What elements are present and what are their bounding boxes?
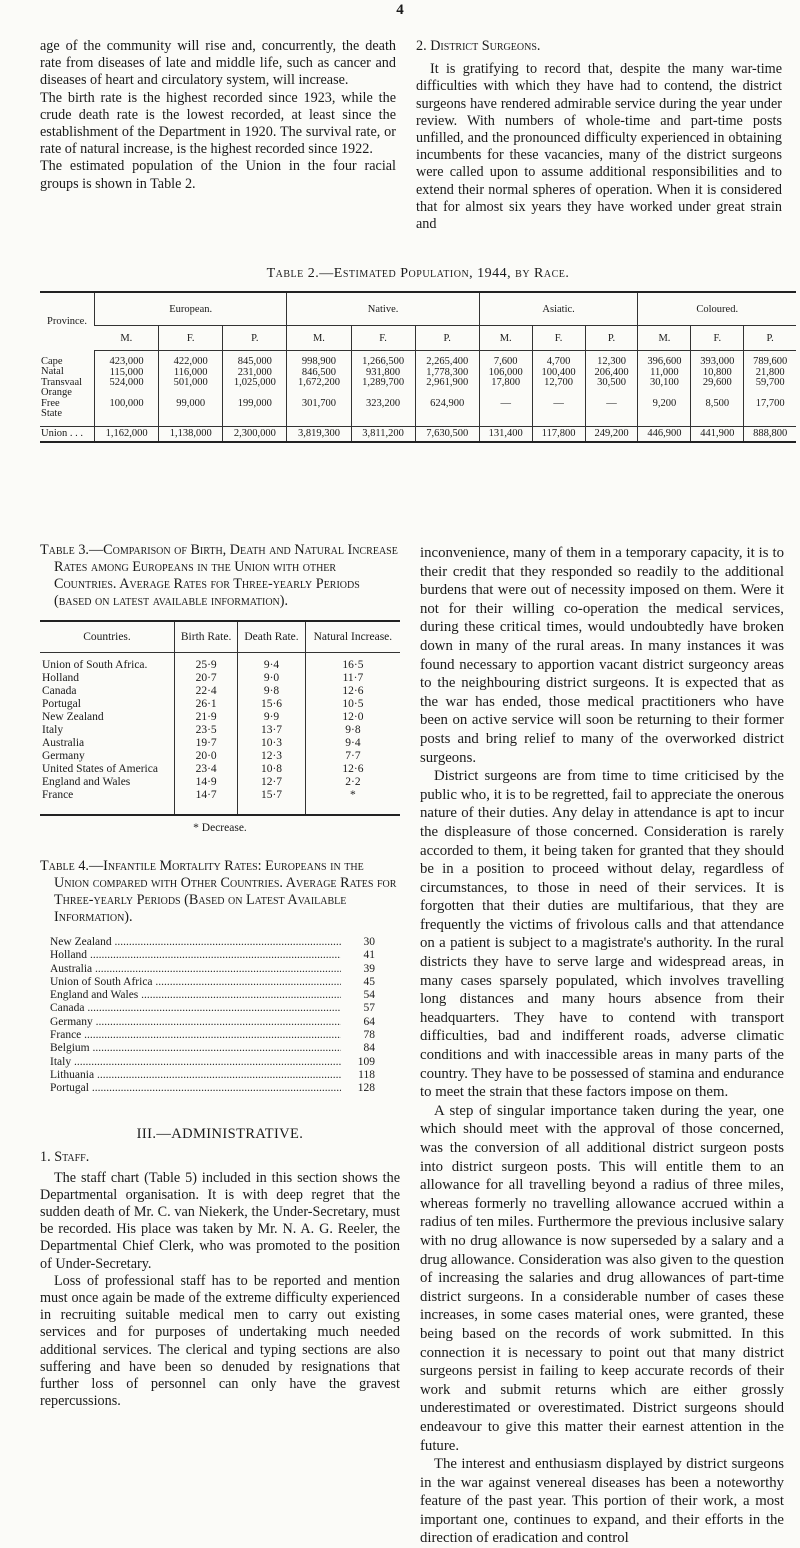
table-row <box>40 763 400 776</box>
table2-value: 4,700 <box>546 356 571 367</box>
table3-value: 12·6 <box>305 685 400 698</box>
intro-paragraph: age of the community will rise and, concurrently, the death rate from diseases of late and middle life, such as cancer and diseases of heart and circulatory system, will increase. <box>40 38 396 89</box>
table3-header: Death Rate. <box>238 621 306 653</box>
table2-province-header: Province. <box>47 316 87 328</box>
table3-value: 14·9 <box>175 776 238 789</box>
left-column-lower <box>40 542 400 1410</box>
table4-country: New Zealand ..... <box>50 936 341 949</box>
table4-rate: 109 <box>341 1056 375 1069</box>
table3-title: Table 3.—Comparison of Birth, Death and Natural Increase Rates among Europeans in the Union with other Countries. Average Rates for Three-yearly Periods (based on latest available information). <box>40 542 398 609</box>
district-surgeons-heading: 2. District Surgeons. <box>416 38 541 54</box>
table3-value: 10·8 <box>238 763 306 776</box>
table4-country: Union of South Africa ..... <box>50 976 341 989</box>
right-paragraph: District surgeons are from time to time criticised by the public who, it is to be regretted, fail to appreciate the onerous nature of their duties. Any delay in attendance is apt to incur the displeasure of those concerned. Consideration is rarely accorded to them, it being taken for granted that they should be in a position to proceed without delay, regardless of circumstances, to those in need of their services. It is forgotten that their duties are multifarious, that they are frequently the victims of frivolous calls and that attendance on a patient is subject to a magistrate's authority. In the rural districts they have to serve large and widespread areas, in many cases sparsely populated, which involves travelling long distances and many hours absence from their headquarters. They have to contend with transport difficulties, bad and indifferent roads, adverse climatic conditions and with inaccessible areas in many parts of the country. They have to be possessed of stamina and endurance to meet the strain that these factors impose on them. <box>420 768 784 1101</box>
table3-country: Portugal <box>42 698 81 710</box>
table2-union-value: 131,400 <box>479 426 532 442</box>
table2-value: 9,200 <box>652 398 677 409</box>
table4-rate: 54 <box>341 989 375 1002</box>
table2-value: — <box>553 398 564 409</box>
table3-value: 21·9 <box>175 711 238 724</box>
table4-country: England and Wales ..... <box>50 989 341 1002</box>
table2-subcol-header: P. <box>415 326 479 351</box>
table2-value: 115,000 <box>109 366 144 378</box>
table3-value: 13·7 <box>238 724 306 737</box>
table2-value: 199,000 <box>237 398 272 409</box>
table2-value: 422,000 <box>173 356 208 367</box>
table4-country: Italy ..... <box>50 1056 341 1069</box>
table2-value: 21,800 <box>755 366 785 378</box>
intro-paragraph: The birth rate is the highest recorded since 1923, while the crude death rate is the lowest recorded, at least since the establishment of the Department in 1920. The survival rate, or rate of natural increase, is the highest recorded since 1922. <box>40 89 396 158</box>
table2-union-value: 3,811,200 <box>351 426 415 442</box>
table2-subcol-header: M. <box>287 326 351 351</box>
table4-country: Portugal ..... <box>50 1082 341 1095</box>
list-item <box>50 963 375 976</box>
table2-value: 845,000 <box>237 356 272 367</box>
table4-rate: 45 <box>341 976 375 989</box>
table2-subcol-header: M. <box>95 326 159 351</box>
table2-union-value: 249,200 <box>585 426 638 442</box>
table2-subcol-header: F. <box>532 326 585 351</box>
table2-value: 100,000 <box>109 398 144 409</box>
table3-country: France <box>42 789 74 801</box>
table3-country: Canada <box>42 685 77 697</box>
table2-province-name: Transvaal <box>41 376 83 388</box>
table2-value: 1,778,300 <box>426 366 469 378</box>
table4-list <box>50 936 375 1096</box>
table2-value: 1,672,200 <box>297 377 340 388</box>
table2-union-value: 888,800 <box>744 426 796 442</box>
table3-value: 15·6 <box>238 698 306 711</box>
list-item <box>50 989 375 1002</box>
table-row <box>40 672 400 685</box>
table2-subcol-header: P. <box>744 326 796 351</box>
table3-value: 20·7 <box>175 672 238 685</box>
table2-value: 301,700 <box>301 398 336 409</box>
intro-paragraph: The estimated population of the Union in the four racial groups is shown in Table 2. <box>40 158 396 192</box>
table2-subcol-header: F. <box>159 326 223 351</box>
table3-value: 20·0 <box>175 750 238 763</box>
table3-value: 10·5 <box>305 698 400 711</box>
staff-subheading: 1. Staff. <box>40 1148 90 1165</box>
table-row <box>40 737 400 750</box>
table3-value: 2·2 <box>305 776 400 789</box>
table2-value: 30,100 <box>649 377 679 388</box>
table3-country: United States of America <box>42 763 158 775</box>
table3 <box>40 620 400 816</box>
table3-value: 9·0 <box>238 672 306 685</box>
list-item <box>50 976 375 989</box>
table2-value: 1,266,500 <box>362 356 405 367</box>
table3-value: 9·4 <box>238 653 306 673</box>
table2-value: 624,900 <box>430 398 465 409</box>
table2-province-name: Cape <box>41 355 63 367</box>
table2-union-value: 117,800 <box>532 426 585 442</box>
table2-value-cell <box>585 351 638 427</box>
table3-value: 22·4 <box>175 685 238 698</box>
list-item <box>50 1016 375 1029</box>
table4-title: Table 4.—Infantile Mortality Rates: Europeans in the Union compared with Other Countries. Average Rates for Three-yearly Periods (Based on Latest Available Information). <box>40 858 397 925</box>
table4-rate: 84 <box>341 1042 375 1055</box>
table4-rate: 30 <box>341 936 375 949</box>
table4-country: Germany ..... <box>50 1016 341 1029</box>
table2-group-header: Asiatic. <box>479 292 638 326</box>
table4-rate: 41 <box>341 949 375 962</box>
table2-group-header: Native. <box>287 292 479 326</box>
table2-subcol-header: M. <box>479 326 532 351</box>
table2-group-header: Coloured. <box>638 292 796 326</box>
table2-value: 231,000 <box>237 366 272 378</box>
table3-value: 23·4 <box>175 763 238 776</box>
table3-value: 12·3 <box>238 750 306 763</box>
table2-value: 12,700 <box>544 377 574 388</box>
list-item <box>50 1002 375 1015</box>
table2-group-header: European. <box>95 292 287 326</box>
table2-value: 2,265,400 <box>426 356 469 367</box>
table3-value: 12·6 <box>305 763 400 776</box>
table3-country: Australia <box>42 737 85 749</box>
table2-value: 393,000 <box>700 356 735 367</box>
right-column-lower <box>420 544 784 1548</box>
intro-column <box>40 38 396 193</box>
table2-value-cell <box>691 351 744 427</box>
list-item <box>50 1029 375 1042</box>
table4-country: Australia ..... <box>50 963 341 976</box>
table2-union-value: 1,162,000 <box>95 426 159 442</box>
table2-value: 30,500 <box>597 377 626 388</box>
staff-paragraph: Loss of professional staff has to be reported and mention must once again be made of the extreme difficulty experienced in recruiting suitable medical men to carry out existing services and for purposes of undertaking much needed additional services. The clerical and typing sections are also suffering and have been so denuded by resignations that further loss of personnel can only have the gravest repercussions. <box>40 1272 400 1410</box>
table2-value: 99,000 <box>176 398 206 409</box>
table3-value: 11·7 <box>305 672 400 685</box>
table3-value: 9·9 <box>238 711 306 724</box>
table3-header: Natural Increase. <box>305 621 400 653</box>
table2-value: 2,961,900 <box>426 377 469 388</box>
table4-rate: 64 <box>341 1016 375 1029</box>
table2-value-cell <box>532 351 585 427</box>
table3-footnote: * Decrease. <box>193 822 247 834</box>
table4-rate: 78 <box>341 1029 375 1042</box>
table-row <box>40 698 400 711</box>
table-row <box>40 711 400 724</box>
table3-value: 10·3 <box>238 737 306 750</box>
table4-rate: 39 <box>341 963 375 976</box>
table-row <box>40 776 400 789</box>
table3-country: Union of South Africa. <box>42 659 148 671</box>
table3-country: Holland <box>42 672 80 684</box>
table3-value: 15·7 <box>238 789 306 815</box>
table2-value: 846,500 <box>301 366 336 378</box>
right-paragraph: The interest and enthusiasm displayed by district surgeons in the war against venereal diseases has been a noteworthy feature of the past year. This portion of their work, a most important one, continues to expand, and their efforts in the direction of eradication and control <box>420 1456 784 1547</box>
staff-paragraph: The staff chart (Table 5) included in this section shows the Departmental organisation. It is with deep regret that the sudden death of Mr. C. van Niekerk, the Under-Secretary, must be recorded. His place was taken by Mr. N. A. G. Reeler, the Departmental Chief Clerk, who was promoted to the position of Under-Secretary. <box>40 1169 400 1272</box>
table2-value-cell <box>223 351 287 427</box>
administrative-heading: III.—ADMINISTRATIVE. <box>136 1125 304 1142</box>
list-item <box>50 1042 375 1055</box>
table2-union-value: 7,630,500 <box>415 426 479 442</box>
table4-rate: 57 <box>341 1002 375 1015</box>
table2-value-cell <box>159 351 223 427</box>
table2-value: — <box>606 398 617 409</box>
table3-value: 9·8 <box>238 685 306 698</box>
table2-value: 12,300 <box>597 356 626 367</box>
table2-subcol-header: M. <box>638 326 691 351</box>
table2-value: 8,500 <box>705 398 730 409</box>
list-item <box>50 949 375 962</box>
table2-value: 931,800 <box>366 366 401 378</box>
right-paragraph: A step of singular importance taken during the year, one which should meet with the approval of those concerned, was the conversion of all additional district surgeon posts into district surgeon posts. This will entitle them to an allowance for all travelling beyond a radius of three miles, whereas formerly no travelling allowance accrued within a radius of ten miles. Furthermore the previous inclusive salary with no drug allowance is now superseded by a salary and a drug allowance. Consideration was also given to the question of increasing the salaries and drug allowances of part-time district surgeons. In a considerable number of cases these increases, in some cases material ones, were granted, these being based on the records of work submitted. In this connection it is necessary to point out that many district surgeons persist in failing to keep accurate records of their work and submit returns which are either grossly underestimated or overestimated. District surgeons should endeavour to give this matter their earnest attention in the future. <box>420 1102 784 1454</box>
table2-union-value: 3,819,300 <box>287 426 351 442</box>
table2-subcol-header: F. <box>691 326 744 351</box>
table3-value: 7·7 <box>305 750 400 763</box>
table2-value-cell <box>638 351 691 427</box>
table2-value: 1,289,700 <box>362 377 405 388</box>
table3-value: 9·8 <box>305 724 400 737</box>
table2-value: 423,000 <box>109 356 144 367</box>
table2-value: 7,600 <box>493 356 518 367</box>
table3-country: New Zealand <box>42 711 104 723</box>
table3-value: 12·0 <box>305 711 400 724</box>
table2-value: 323,200 <box>366 398 401 409</box>
table-row <box>40 750 400 763</box>
table2-value-cell <box>744 351 796 427</box>
table3-value: * <box>305 789 400 815</box>
table2-value: 524,000 <box>109 377 144 388</box>
table4-country: Holland ..... <box>50 949 341 962</box>
table2-value: 29,600 <box>702 377 732 388</box>
table2-province-name: State <box>41 408 62 419</box>
list-item <box>50 1056 375 1069</box>
table4-rate: 118 <box>341 1069 375 1082</box>
table2-value: 116,000 <box>173 366 208 378</box>
table2-province-cell <box>40 351 95 427</box>
table2-value-cell <box>287 351 351 427</box>
right-paragraph: inconvenience, many of them in a temporary capacity, it is to their credit that they responded so readily to the additional burdens that were out of necessity imposed on them. Were it not for their willing co-operation the medical services, during these critical times, would undoubtedly have broken down in many of the rural areas. In many instances it was found necessary to apportion vacant district surgeoncy areas to the neighbouring district surgeons. It is expected that as the war has ended, those medical practitioners who have been on active service will soon be returning to their former posts and bring relief to many of the overworked district surgeons. <box>420 545 784 766</box>
table2-value: 396,600 <box>647 356 682 367</box>
table3-value: 14·7 <box>175 789 238 815</box>
table2-subcol-header: F. <box>351 326 415 351</box>
table2-value: 17,700 <box>755 398 785 409</box>
table2-value-cell <box>95 351 159 427</box>
table2-union-label: Union . . . <box>40 426 95 442</box>
table2-value: 10,800 <box>702 366 732 378</box>
table2-value-cell <box>415 351 479 427</box>
district-surgeons-section <box>416 38 782 233</box>
table-row <box>40 653 400 673</box>
table2-value: 106,000 <box>488 366 523 378</box>
table2-value: 17,800 <box>491 377 521 388</box>
table2-subcol-header: P. <box>223 326 287 351</box>
list-item <box>50 1082 375 1095</box>
table2-province-name: Orange Free <box>41 387 72 409</box>
table3-country: England and Wales <box>42 776 131 788</box>
table3-header: Birth Rate. <box>175 621 238 653</box>
page-number: 4 <box>396 2 404 18</box>
table3-value: 12·7 <box>238 776 306 789</box>
table3-value: 16·5 <box>305 653 400 673</box>
table2-value: 998,900 <box>301 356 336 367</box>
table2-value: — <box>500 398 511 409</box>
table3-value: 23·5 <box>175 724 238 737</box>
list-item <box>50 1069 375 1082</box>
table2-province-name: Natal <box>41 366 64 377</box>
table2-value: 206,400 <box>594 366 629 378</box>
table4-country: France ..... <box>50 1029 341 1042</box>
table2 <box>40 291 796 443</box>
table2-union-value: 1,138,000 <box>159 426 223 442</box>
table4-country: Lithuania ..... <box>50 1069 341 1082</box>
table2-union-value: 2,300,000 <box>223 426 287 442</box>
table2-value-cell <box>351 351 415 427</box>
table3-value: 9·4 <box>305 737 400 750</box>
table2-value: 1,025,000 <box>233 377 276 388</box>
table3-header: Countries. <box>40 621 175 653</box>
table2-value: 59,700 <box>755 377 785 388</box>
table2-union-value: 441,900 <box>691 426 744 442</box>
table2-subcol-header: P. <box>585 326 638 351</box>
table2-value-cell <box>479 351 532 427</box>
table-row <box>40 685 400 698</box>
table3-country: Italy <box>42 724 64 736</box>
table2-value: 501,000 <box>173 377 208 388</box>
table3-country: Germany <box>42 750 85 762</box>
table3-value: 25·9 <box>175 653 238 673</box>
list-item <box>50 936 375 949</box>
table3-value: 19·7 <box>175 737 238 750</box>
table2-value: 11,000 <box>650 366 679 378</box>
table4-country: Canada ..... <box>50 1002 341 1015</box>
table2-value: 789,600 <box>753 356 788 367</box>
district-surgeons-paragraph: It is gratifying to record that, despite the many war-time difficulties with which they have had to contend, the district surgeons have rendered admirable service during the year under review. With numbers of whole-time and part-time posts unfilled, and the pronounced difficulty experienced in obtaining incumbents for these vacancies, many of the district surgeons were called upon to assume additional responsibilities and to extend their normal spheres of operation. When it is considered that for almost six years they have worked under great strain and <box>416 61 782 233</box>
table-row <box>40 724 400 737</box>
table2-union-value: 446,900 <box>638 426 691 442</box>
table4-country: Belgium ..... <box>50 1042 341 1055</box>
table2-value: 100,400 <box>541 366 576 378</box>
table2-title: Table 2.—Estimated Population, 1944, by Race. <box>266 266 570 281</box>
table4-rate: 128 <box>341 1082 375 1095</box>
table3-value: 26·1 <box>175 698 238 711</box>
table-row <box>40 789 400 815</box>
